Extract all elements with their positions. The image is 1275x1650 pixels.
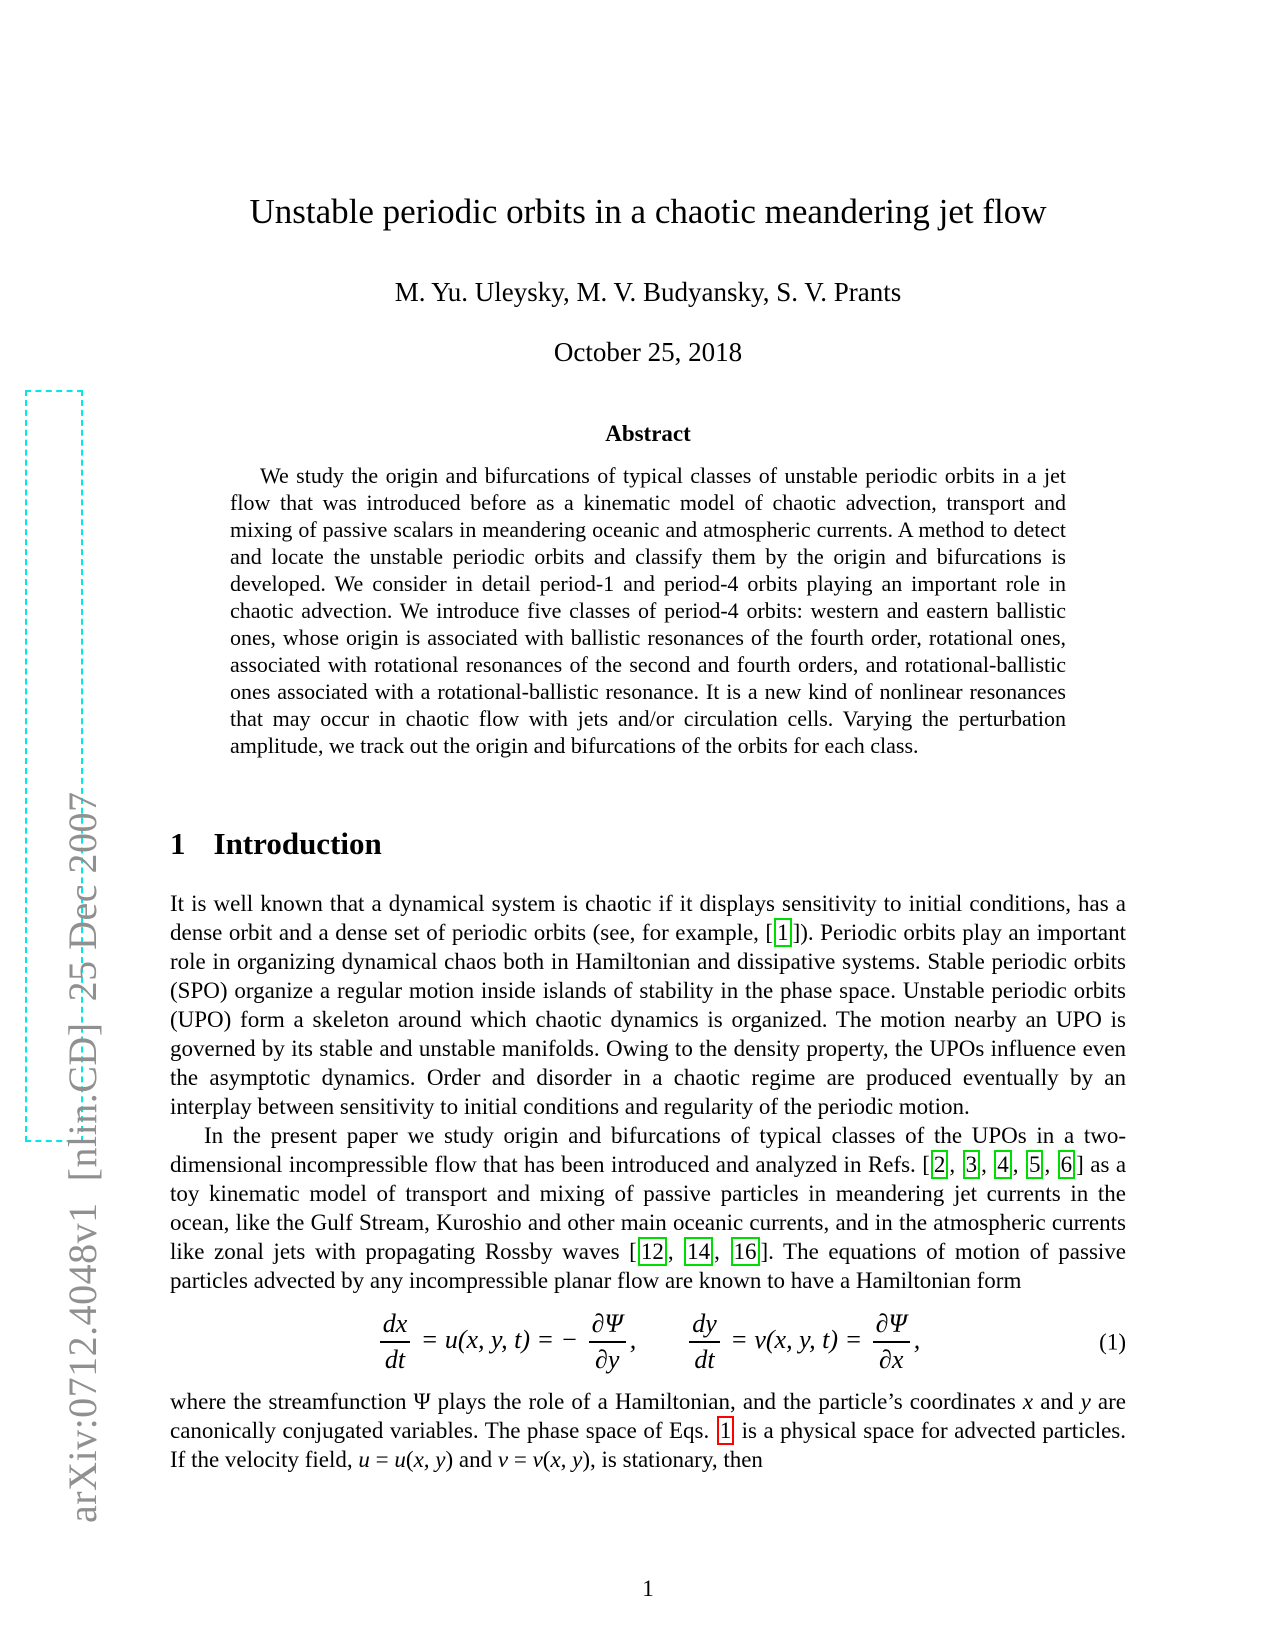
fraction-denominator: dt xyxy=(384,1345,406,1374)
section-title: Introduction xyxy=(213,826,382,861)
fraction-denominator: dt xyxy=(694,1345,715,1374)
fraction-numerator: dx xyxy=(380,1311,411,1343)
fraction-denominator: ∂y xyxy=(594,1345,620,1374)
paper-date: October 25, 2018 xyxy=(553,337,743,367)
math-variable: u xyxy=(394,1447,406,1472)
paper-content xyxy=(170,0,1126,1650)
citation-link[interactable]: 6 xyxy=(1058,1150,1076,1179)
intro-paragraph-2: In the present paper we study origin and bifurcations of typical classes of the UPOs in a two-dimensional incompressible flow that has been introduced and analyzed in Refs. [ 2 , 3 , 4 , 5 , 6 ] as a toy kinematic model of transport and mixing of passive particles in meandering jet currents in the ocean, like the Gulf Stream, Kuroshio and other main oceanic currents, and in the atmospheric currents like zonal jets with propagating Rossby waves [ 12 , 14 , 16 ]. The equations of motion of passive particles advected by any incompressible planar flow are known to have a Hamiltonian form xyxy=(170,1123,1127,1293)
math-variable: x, y xyxy=(413,1447,446,1472)
math-variable: x, y xyxy=(550,1447,583,1472)
fraction-dy-dt xyxy=(689,1311,720,1373)
math-variable: v xyxy=(497,1447,509,1472)
fraction-numerator: dy xyxy=(689,1311,720,1343)
equation-number: (1) xyxy=(1099,1329,1126,1355)
equation-comma-2: , xyxy=(913,1324,921,1354)
intro-paragraph-3: where the streamfunction Ψ plays the role of a Hamiltonian, and the particle’s coordinates x and y are canonically conjugated variables. The phase space of Eqs. 1 is a physical space for advected particles. If the velocity field, u = u(x, y) and v = v(x, y), is stationary, then xyxy=(170,1389,1126,1472)
intro-paragraph-1: It is well known that a dynamical system is chaotic if it displays sensitivity to initial conditions, has a dense orbit and a dense set of periodic orbits (see, for example, [ 1 ]). Periodic orbits play an important role in organizing dynamical chaos both in Hamiltonian and dissipative systems. Stable periodic orbits (SPO) organize a regular motion inside islands of stability in the phase space. Unstable periodic orbits (UPO) form a skeleton around which chaotic dynamics is organized. The motion nearby an UPO is governed by its stable and unstable manifolds. Owing to the density property, the UPOs influence even the asymptotic dynamics. Order and disorder in a chaotic regime are produced eventually by an interplay between sensitivity to initial conditions and regularity of the periodic motion. xyxy=(170,891,1126,1119)
math-variable: x xyxy=(1022,1389,1034,1414)
math-variable: y xyxy=(1080,1389,1091,1414)
page-number: 1 xyxy=(642,1576,654,1601)
paper-authors: M. Yu. Uleysky, M. V. Budyansky, S. V. Prants xyxy=(394,277,902,307)
fraction-dx-dt xyxy=(380,1311,411,1373)
fraction-numerator: ∂Ψ xyxy=(589,1311,626,1343)
citation-link[interactable]: 3 xyxy=(963,1150,981,1179)
math-variable: u xyxy=(358,1447,370,1472)
fraction-dpsi-dx xyxy=(873,1311,910,1373)
arxiv-watermark-box xyxy=(25,390,105,1523)
equation-mid-2: = v(x, y, t) = xyxy=(730,1324,863,1354)
equation-mid-1: = u(x, y, t) = − xyxy=(420,1324,579,1354)
citation-link[interactable]: 4 xyxy=(994,1150,1012,1179)
equation-comma-1: , xyxy=(629,1324,637,1354)
citation-link[interactable]: 2 xyxy=(931,1150,949,1179)
citation-link[interactable]: 12 xyxy=(638,1237,667,1266)
abstract-heading: Abstract xyxy=(605,421,691,446)
section-heading xyxy=(170,826,382,862)
fraction-numerator: ∂Ψ xyxy=(873,1311,910,1343)
citation-link[interactable]: 1 xyxy=(774,918,792,947)
math-variable: v xyxy=(532,1447,543,1472)
equation-1 xyxy=(170,1311,1126,1373)
citation-link[interactable]: 14 xyxy=(684,1237,713,1266)
paper-title: Unstable periodic orbits in a chaotic meandering jet flow xyxy=(249,192,1047,231)
citation-link[interactable]: 5 xyxy=(1026,1150,1044,1179)
arxiv-watermark-text: arXiv:0712.4048v1 [nlin.CD] 25 Dec 2007 xyxy=(60,791,105,1523)
equation-ref-link[interactable]: 1 xyxy=(717,1416,735,1445)
fraction-denominator: ∂x xyxy=(879,1345,904,1374)
fraction-dpsi-dy xyxy=(589,1311,626,1373)
section-number: 1 xyxy=(170,826,186,861)
introduction-body xyxy=(170,889,1126,1474)
citation-link[interactable]: 16 xyxy=(731,1237,760,1266)
abstract-text: We study the origin and bifurcations of typical classes of unstable periodic orbits in a jet flow that was introduced before as a kinematic model of chaotic advection, transport and mixing of passive scalars in meandering oceanic and atmospheric currents. A method to detect and locate the unstable periodic orbits and classify them by the origin and bifurcations is developed. We consider in detail period-1 and period-4 orbits playing an important role in chaotic advection. We introduce five classes of period-4 orbits: western and eastern ballistic ones, whose origin is associated with ballistic resonances of the fourth order, rotational ones, associated with rotational resonances of the second and fourth orders, and rotational-ballistic ones associated with a rotational-ballistic resonance. It is a new kind of nonlinear resonances that may occur in chaotic flow with jets and/or circulation cells. Varying the perturbation amplitude, we track out the origin and bifurcations of the orbits for each class. xyxy=(230,463,1066,758)
